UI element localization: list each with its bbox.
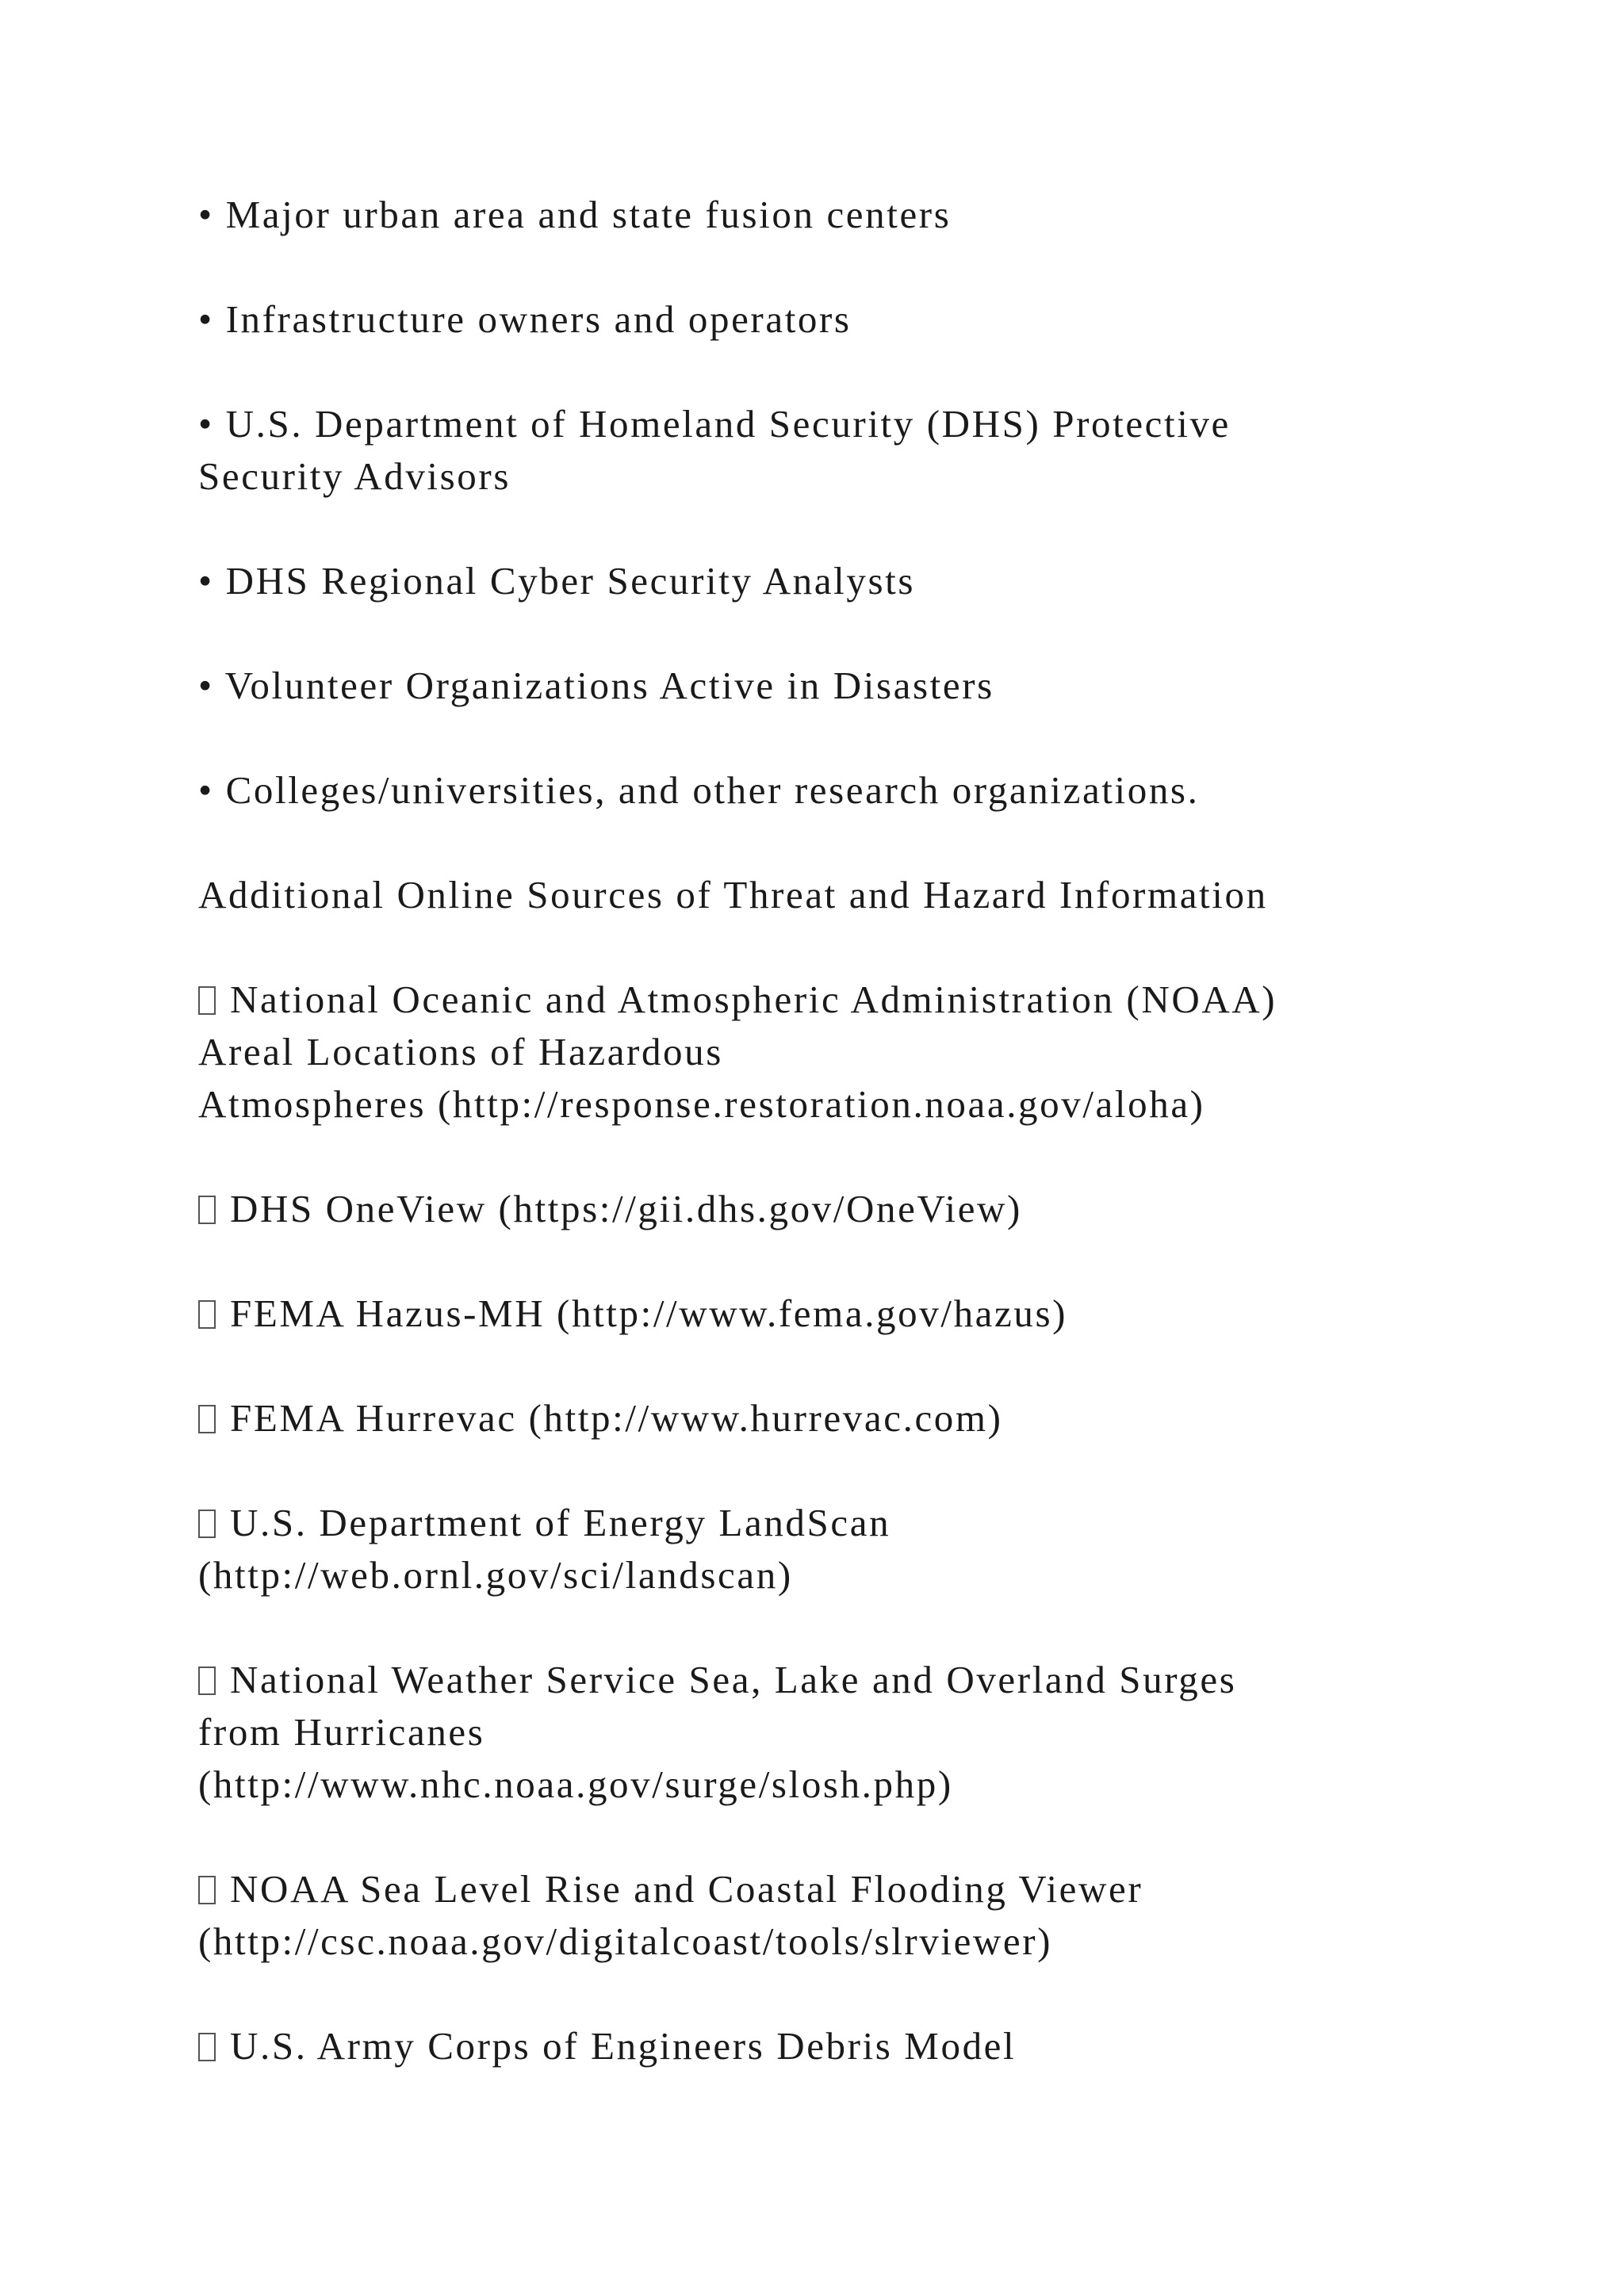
missing-glyph-icon [198,1300,216,1329]
source-text: U.S. Department of Energy LandScan [230,1501,891,1544]
source-text: National Oceanic and Atmospheric Administration (NOAA) [230,978,1277,1021]
list-item [198,764,1467,817]
document-body [198,189,1467,2125]
source-item [198,1863,1467,1968]
source-text: National Weather Service Sea, Lake and Overland Surges [230,1658,1237,1701]
list-item [198,189,1467,241]
list-item-text: U.S. Department of Homeland Security (DHS) Protective [225,402,1231,446]
list-item [198,293,1467,346]
list-item [198,398,1467,503]
source-item [198,2020,1467,2072]
source-item [198,1392,1467,1445]
bullet-marker: • [198,768,214,812]
list-item-text: Colleges/universities, and other research organizations. [225,768,1200,812]
source-text: (http://www.nhc.noaa.gov/surge/slosh.php) [198,1762,953,1806]
section-heading-text: Additional Online Sources of Threat and Hazard Information [198,873,1268,916]
source-item [198,1183,1467,1235]
list-item-text: Volunteer Organizations Active in Disasters [224,664,994,707]
list-item-text: Major urban area and state fusion centers [225,193,952,236]
source-text: FEMA Hurrevac (http://www.hurrevac.com) [230,1396,1003,1440]
list-item-text: Infrastructure owners and operators [225,297,852,341]
source-text: Areal Locations of Hazardous [198,1030,723,1073]
source-item [198,1654,1467,1811]
source-item [198,1288,1467,1340]
bullet-marker: • [198,402,214,446]
missing-glyph-icon [198,986,216,1015]
source-item [198,974,1467,1131]
source-text: (http://csc.noaa.gov/digitalcoast/tools/slrviewer) [198,1919,1053,1963]
source-text: from Hurricanes [198,1710,485,1754]
section-heading [198,869,1467,921]
source-text: Atmospheres (http://response.restoration.noaa.gov/aloha) [198,1082,1205,1126]
source-text: FEMA Hazus-MH (http://www.fema.gov/hazus) [230,1292,1068,1335]
list-item [198,555,1467,607]
list-item-text: DHS Regional Cyber Security Analysts [225,559,915,603]
missing-glyph-icon [198,1405,216,1433]
bullet-marker: • [198,297,214,341]
missing-glyph-icon [198,1876,216,1904]
source-text: U.S. Army Corps of Engineers Debris Model [230,2024,1017,2068]
source-text: (http://web.ornl.gov/sci/landscan) [198,1553,793,1597]
list-item [198,660,1467,712]
bullet-marker: • [198,664,214,707]
missing-glyph-icon [198,1196,216,1224]
list-item-text: Security Advisors [198,454,511,498]
bullet-marker: • [198,193,214,236]
missing-glyph-icon [198,1667,216,1695]
source-text: DHS OneView (https://gii.dhs.gov/OneView) [230,1187,1022,1230]
missing-glyph-icon [198,2033,216,2061]
source-item [198,1497,1467,1601]
missing-glyph-icon [198,1510,216,1538]
source-text: NOAA Sea Level Rise and Coastal Flooding Viewer [230,1867,1143,1911]
bullet-marker: • [198,559,214,603]
